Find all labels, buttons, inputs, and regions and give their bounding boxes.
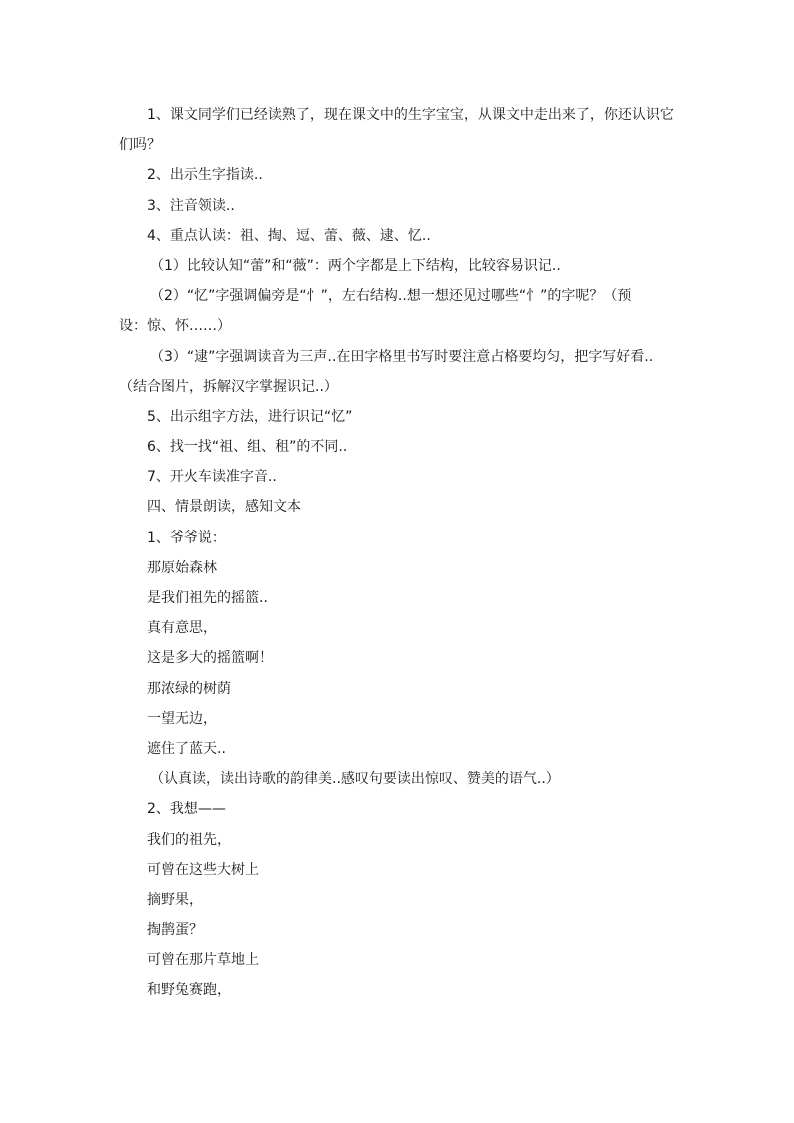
text-line: 2、出示生字指读.. (147, 167, 263, 184)
text-line: 真有意思， (147, 620, 217, 637)
text-line: （结合图片，拆解汉字掌握识记..） (119, 378, 338, 395)
text-line: 那原始森林 (147, 559, 217, 576)
text-line: 摘野果， (147, 891, 203, 908)
text-line: （2）“忆”字强调偏旁是“忄”，左右结构..想一想还见过哪些“忄”的字呢？（预 (150, 288, 632, 305)
text-line: 和野兔赛跑， (147, 982, 231, 999)
text-line: （1）比较认知“蕾”和“薇”：两个字都是上下结构，比较容易识记.. (150, 257, 561, 274)
text-line: 可曾在那片草地上 (147, 952, 259, 969)
document-body (119, 100, 677, 1006)
text-line: 是我们祖先的摇篮.. (147, 590, 268, 606)
text-line: 1、课文同学们已经读熟了，现在课文中的生字宝宝，从课文中走出来了，你还认识它 (147, 107, 674, 123)
text-line: 6、找一找“祖、组、租”的不同.. (147, 439, 348, 456)
text-line: 四、情景朗读，感知文本 (147, 499, 301, 516)
text-line: 遮住了蓝天.. (147, 740, 226, 757)
text-line: 我们的祖先， (147, 831, 231, 848)
text-line: 可曾在这些大树上 (147, 861, 259, 878)
text-line: 一望无边， (147, 710, 217, 727)
text-line: 这是多大的摇篮啊！ (147, 650, 273, 667)
text-line: 7、开火车读准字音.. (147, 469, 277, 486)
text-line: 2、我想—— (147, 801, 226, 818)
text-line: （3）“逮”字强调读音为三声..在田字格里书写时要注意占格要均匀，把字写好看.. (150, 348, 654, 365)
text-line: 3、注音领读.. (147, 197, 235, 214)
text-line: 1、爷爷说： (147, 529, 226, 546)
text-line: 那浓绿的树荫 (147, 680, 231, 697)
text-line: 们吗？ (119, 137, 161, 154)
text-line: 掏鹊蛋？ (147, 922, 203, 939)
text-line: 设：惊、怀……） (119, 318, 231, 335)
text-line: 5、出示组字方法，进行识记“忆” (147, 408, 353, 425)
text-line: （认真读，读出诗歌的韵律美..感叹句要读出惊叹、赞美的语气..） (150, 771, 560, 788)
text-line: 4、重点认读：祖、掏、逗、蕾、薇、逮、忆.. (147, 227, 431, 244)
